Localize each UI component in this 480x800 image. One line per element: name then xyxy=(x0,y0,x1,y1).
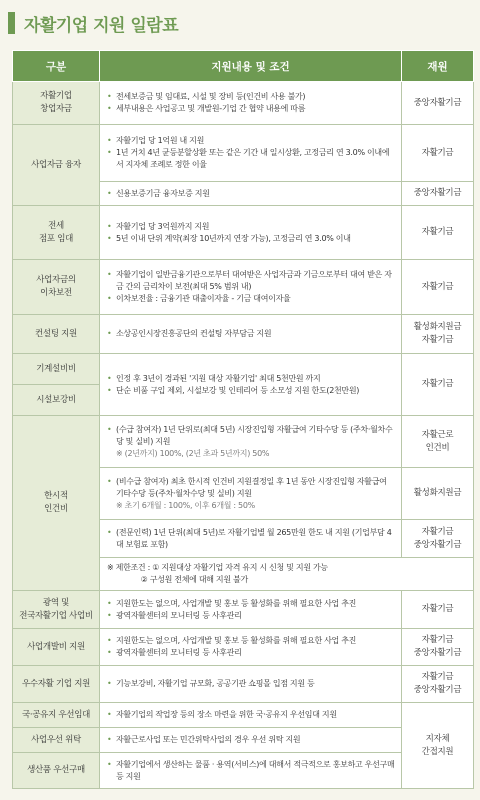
bullet-item: • 신용보증기금 융자보증 지원 xyxy=(107,188,396,200)
row-details xyxy=(100,666,402,703)
cell-line: 자활기금 xyxy=(421,379,454,389)
row-category xyxy=(13,629,100,666)
bullet-item: • 소상공인시장진흥공단의 컨설팅 자부담금 지원 xyxy=(107,328,396,340)
cell-line: 사업자금의 xyxy=(36,275,76,285)
bullet-list xyxy=(107,91,396,115)
bullet-item: • (수급 참여자) 1년 단위로(최대 5년) 시장진입형 자활급여 기타수당 등 (주차·월차수당 및 실비) 지원 xyxy=(107,424,396,448)
row-details xyxy=(100,354,402,416)
row-details xyxy=(100,82,402,125)
cell-line: 자활기금 xyxy=(421,604,454,614)
bullet-list xyxy=(107,598,396,622)
row-source xyxy=(402,182,474,206)
cell-line: 인건비 xyxy=(425,442,450,453)
table-row xyxy=(13,666,474,703)
bullet-item: • 1년 거치 4년 균등분할상환 또는 같은 기간 내 일시상환, 고정금리 연 3.0% 이내에서 지자체 조례로 정한 이율 xyxy=(107,147,396,171)
cell-line: 지자체 xyxy=(425,733,450,744)
table-row xyxy=(13,703,474,728)
row-source xyxy=(402,354,474,416)
cell-line: 자활근로 xyxy=(421,429,454,440)
cell-line: 인건비 xyxy=(44,504,68,514)
cell-line: 기계설비비 xyxy=(36,363,76,374)
table-row xyxy=(13,260,474,315)
row-source xyxy=(402,82,474,125)
row-source xyxy=(402,703,474,789)
bullet-item: • 지원한도는 없으며, 사업개발 및 홍보 등 활성화를 위해 필요한 사업 추진 xyxy=(107,635,396,647)
row-category xyxy=(13,753,100,789)
row-details xyxy=(100,125,402,182)
detail-note: ※ (2년까지) 100%, (2년 초과 5년까지) 50% xyxy=(116,448,270,458)
row-details xyxy=(100,182,402,206)
row-details xyxy=(100,520,402,558)
bullet-item: • 이차보전율 : 금융기관 대출이자율 - 기금 대여이자율 xyxy=(107,293,396,305)
row-category xyxy=(13,591,100,629)
row-category xyxy=(13,354,100,385)
row-details xyxy=(100,206,402,260)
cell-line: 이차보전 xyxy=(40,288,72,298)
bullet-item: • 자활기업에서 생산하는 물품 · 용역(서비스)에 대해서 적극적으로 홍보하고 우선구매 등 지원 xyxy=(107,759,396,783)
header-content: 지원내용 및 조건 xyxy=(100,51,402,82)
bullet-list xyxy=(107,221,396,245)
cell-line: 시설보강비 xyxy=(36,394,76,405)
table-row xyxy=(13,315,474,354)
row-details xyxy=(100,591,402,629)
row-details xyxy=(100,315,402,354)
bullet-list xyxy=(107,188,396,200)
row-details xyxy=(100,753,402,789)
bullet-item: • 자활근로사업 또는 민간위탁사업의 경우 우선 위탁 지원 xyxy=(107,734,396,746)
table-row xyxy=(13,629,474,666)
table-row xyxy=(13,82,474,125)
cell-line: 중앙자활기금 xyxy=(413,188,462,198)
bullet-list xyxy=(107,635,396,659)
cell-line: 자활기금 xyxy=(421,147,454,158)
row-category xyxy=(13,315,100,354)
cell-line: 사업개발비 지원 xyxy=(27,641,85,652)
row-category xyxy=(13,416,100,591)
bullet-list xyxy=(107,135,396,171)
cell-line: 자활기업 xyxy=(40,91,72,101)
table-row xyxy=(13,591,474,629)
header-source: 재원 xyxy=(402,51,474,82)
support-table xyxy=(12,50,474,789)
cell-line: 국·공유지 우선임대 xyxy=(21,709,91,720)
bullet-item: • 광역자활센터의 모니터링 등 사후관리 xyxy=(107,610,396,622)
row-category xyxy=(13,206,100,260)
detail-list xyxy=(107,424,396,448)
bullet-item: • 자활기업의 작업장 등의 장소 마련을 위한 국·공유지 우선임대 지원 xyxy=(107,709,396,721)
cell-line: 광역 및 xyxy=(42,597,70,608)
cell-line: 자활기금 xyxy=(421,335,454,345)
cell-line: 활성화지원금 xyxy=(413,488,462,498)
row-source xyxy=(402,666,474,703)
bullet-list xyxy=(107,759,396,783)
row-source xyxy=(402,260,474,315)
row-category xyxy=(13,125,100,206)
row-category xyxy=(13,260,100,315)
cell-line: 자활기금 xyxy=(421,672,454,682)
bullet-item: • 기능보강비, 자활기업 규모화, 공공기관 쇼핑몰 입점 지원 등 xyxy=(107,678,396,690)
row-category xyxy=(13,703,100,728)
cell-line: 중앙자활기금 xyxy=(413,648,462,658)
cell-line: 중앙자활기금 xyxy=(413,685,462,695)
restriction-conditions xyxy=(100,558,474,591)
bullet-item: • 광역자활센터의 모니터링 등 사후관리 xyxy=(107,647,396,659)
table-row xyxy=(13,354,474,385)
bullet-item: • 자활기업이 일반금융기관으로부터 대여받은 사업자금과 기금으로부터 대여 받은 자금 간의 금리차이 보전(최대 5% 범위 내) xyxy=(107,269,396,293)
row-details xyxy=(100,416,402,468)
cell-line: 창업자금 xyxy=(40,104,72,114)
bullet-item: • 인정 후 3년이 경과된 '지원 대상 자활기업' 최대 5천만원 까지 xyxy=(107,373,396,385)
row-details xyxy=(100,260,402,315)
cell-line: 우수자활 기업 지원 xyxy=(21,678,91,689)
table-row xyxy=(13,125,474,182)
bullet-item: • 자활기업 당 3억원까지 지원 xyxy=(107,221,396,233)
page-title: 자활기업 지원 일람표 xyxy=(24,16,179,36)
condition-text: ※ 제한조건 : ① 지원대상 자활기업 자격 유지 시 신청 및 지원 가능 ② 구성원 전체에 대해 지원 불가 xyxy=(107,563,328,584)
title-accent-bar xyxy=(8,12,15,34)
row-details xyxy=(100,728,402,753)
row-details xyxy=(100,468,402,520)
cell-line: 사업자금 융자 xyxy=(31,159,81,170)
bullet-item: • 자활기업 당 1억원 내 지원 xyxy=(107,135,396,147)
bullet-list xyxy=(107,476,396,500)
cell-line: 전국자활기업 사업비 xyxy=(19,610,93,621)
row-category xyxy=(13,385,100,416)
header-category: 구분 xyxy=(13,51,100,82)
bullet-list xyxy=(107,328,396,340)
table-row xyxy=(13,416,474,468)
cell-line: 전세 xyxy=(48,220,64,231)
bullet-item: • (비수급 참여자) 최초 한시적 인건비 지원결정일 후 1년 동안 시장진입형 자활급여 기타수당 등(주차·월차수당 및 실비) 지원 xyxy=(107,476,396,500)
bullet-item: • (전문인력) 1년 단위(최대 5년)로 자활기업별 월 265만원 한도 내 지원 (기업부담 4대 보험료 포함) xyxy=(107,527,396,551)
detail-list xyxy=(107,476,396,500)
cell-line: 자활기금 xyxy=(421,526,454,537)
bullet-list xyxy=(107,734,396,746)
cell-line: 점포 임대 xyxy=(38,233,74,244)
row-details xyxy=(100,703,402,728)
bullet-item: • 단순 비품 구입 제외, 시설보강 및 인테리어 등 소모성 지원 한도(2천만원) xyxy=(107,385,396,397)
row-source xyxy=(402,125,474,182)
row-category xyxy=(13,666,100,703)
bullet-list xyxy=(107,709,396,721)
cell-line: 활성화지원금 xyxy=(413,322,462,332)
cell-line: 중앙자활기금 xyxy=(413,97,462,108)
row-source xyxy=(402,206,474,260)
bullet-list xyxy=(107,424,396,448)
bullet-list xyxy=(107,678,396,690)
row-category xyxy=(13,728,100,753)
row-source xyxy=(402,520,474,558)
bullet-item: • 전세보증금 및 임대료, 시설 및 장비 등(인건비 사용 불가) xyxy=(107,91,396,103)
cell-line: 사업우선 위탁 xyxy=(31,734,81,745)
table-header xyxy=(13,51,474,82)
cell-line: 자활기금 xyxy=(421,635,454,645)
row-source xyxy=(402,468,474,520)
row-category xyxy=(13,82,100,125)
cell-line: 생산품 우선구매 xyxy=(27,765,85,775)
row-source xyxy=(402,591,474,629)
bullet-list xyxy=(107,269,396,305)
bullet-item: • 세부내용은 사업공고 및 개발원-기업 간 협약 내용에 따름 xyxy=(107,103,396,115)
bullet-item: • 5년 이내 단위 계약(최장 10년까지 연장 가능), 고정금리 연 3.0% 이내 xyxy=(107,233,396,245)
cell-line: 간접지원 xyxy=(421,746,454,757)
cell-line: 중앙자활기금 xyxy=(413,539,462,550)
cell-line: 자활기금 xyxy=(421,227,454,237)
row-source xyxy=(402,416,474,468)
bullet-list xyxy=(107,373,396,397)
detail-note: ※ 초기 6개월 : 100%, 이후 6개월 : 50% xyxy=(116,500,255,510)
cell-line: 한시적 xyxy=(44,491,68,501)
row-source xyxy=(402,315,474,354)
row-details xyxy=(100,629,402,666)
bullet-list xyxy=(107,527,396,551)
bullet-item: • 지원한도는 없으며, 사업개발 및 홍보 등 활성화를 위해 필요한 사업 추진 xyxy=(107,598,396,610)
cell-line: 자활기금 xyxy=(421,281,454,292)
cell-line: 컨설팅 지원 xyxy=(35,328,77,339)
table-row xyxy=(13,206,474,260)
row-source xyxy=(402,629,474,666)
